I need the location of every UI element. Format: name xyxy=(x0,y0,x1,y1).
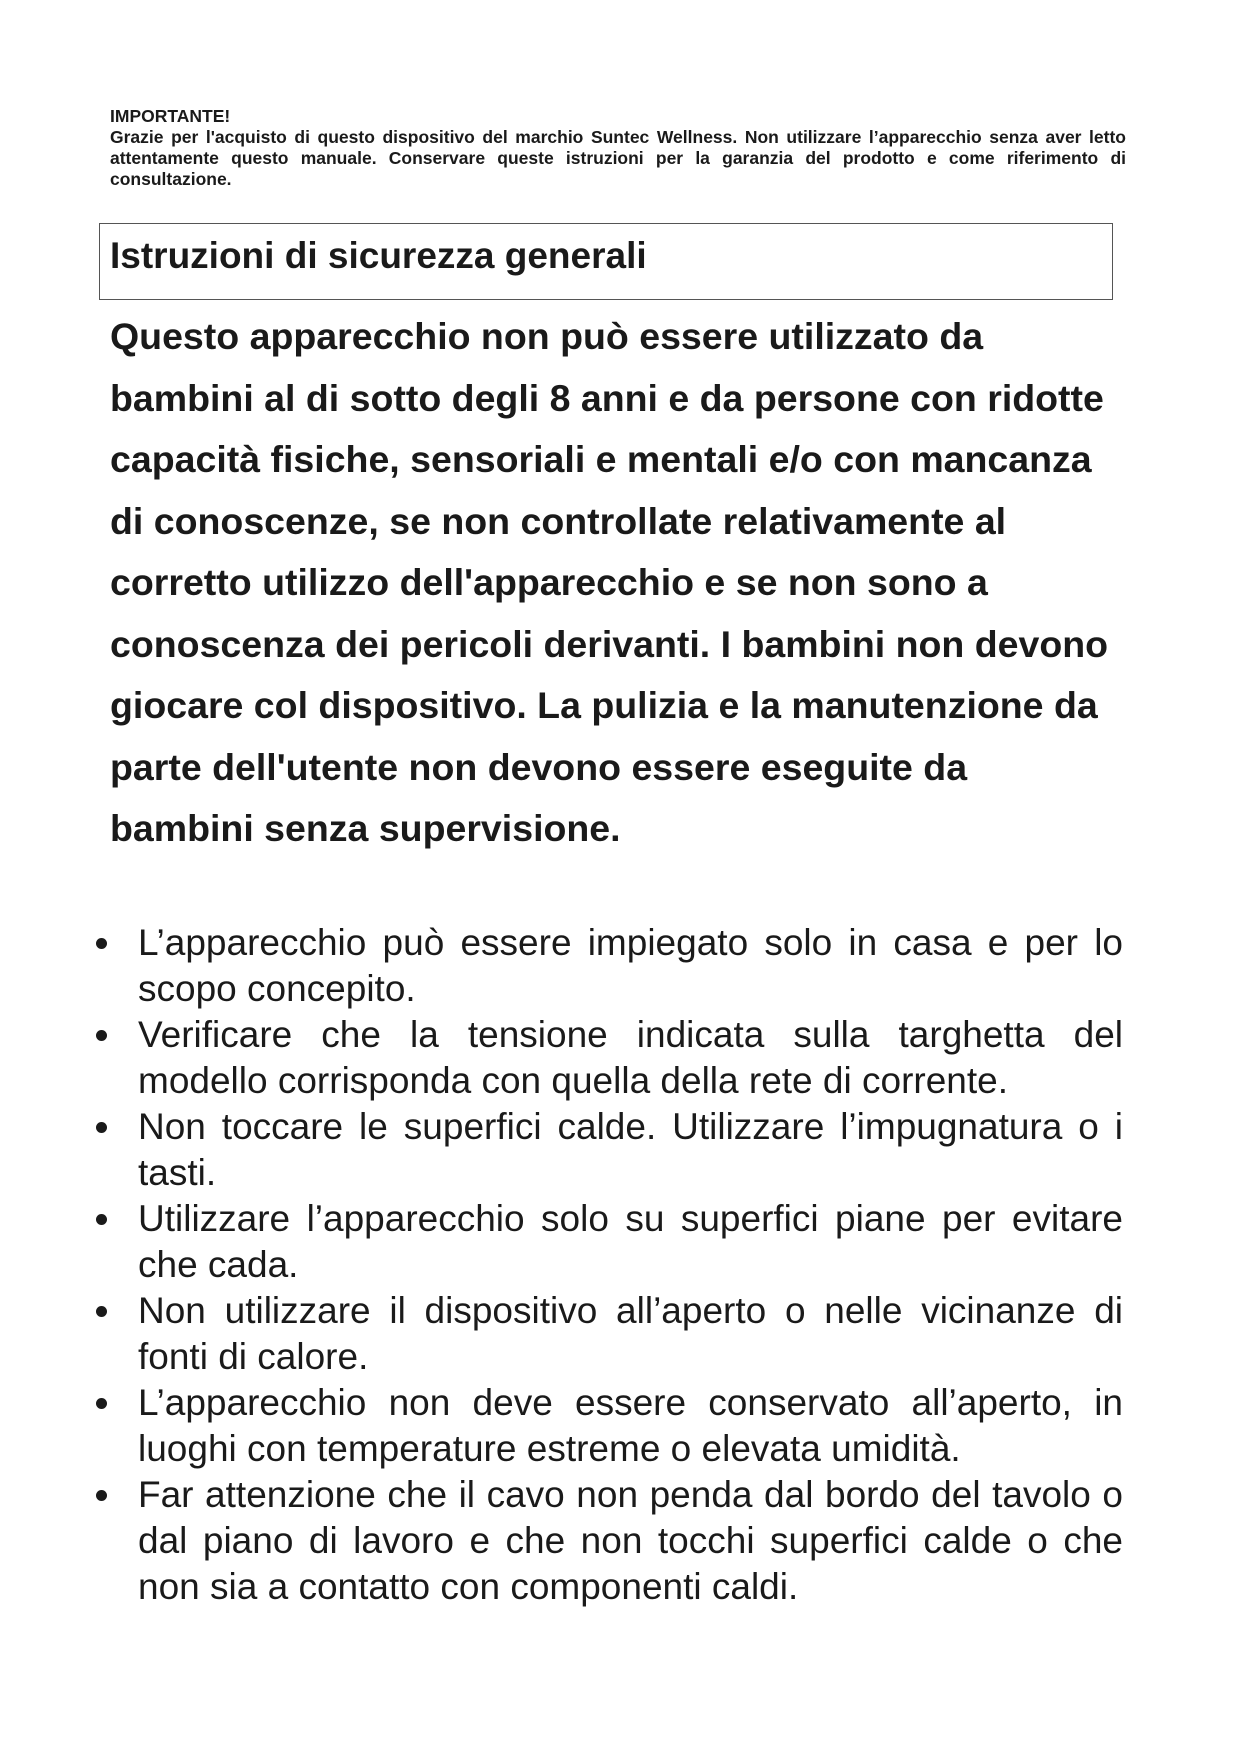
bullet-dot-icon xyxy=(96,1122,107,1133)
safety-bullet-list xyxy=(0,920,1241,1610)
bullet-text: L’apparecchio può essere impiegato solo in casa e per lo scopo concepito. xyxy=(138,922,1123,1009)
bullet-dot-icon xyxy=(96,1490,107,1501)
bullet-text: Utilizzare l’apparecchio solo su superfici piane per evitare che cada. xyxy=(138,1198,1123,1285)
bullet-text: Non toccare le superfici calde. Utilizzare l’impugnatura o i tasti. xyxy=(138,1106,1123,1193)
bullet-item xyxy=(0,1288,1123,1380)
bullet-text: Verificare che la tensione indicata sulla targhetta del modello corrisponda con quella della rete di corrente. xyxy=(138,1014,1123,1101)
intro-body: Grazie per l'acquisto di questo dispositivo del marchio Suntec Wellness. Non utilizzare l’apparecchio senza aver letto attentamente questo manuale. Conservare queste istruzioni per la garanzia del prodotto e come riferimento di consultazione. xyxy=(110,127,1126,189)
bullet-dot-icon xyxy=(96,1398,107,1409)
child-safety-warning: Questo apparecchio non può essere utilizzato da bambini al di sotto degli 8 anni e da persone con ridotte capacità fisiche, sensoriali e mentali e/o con mancanza di conoscenze, se non controllate relativamente al corretto utilizzo dell'apparecchio e se non sono a conoscenza dei pericoli derivanti. I bambini non devono giocare col dispositivo. La pulizia e la manutenzione da parte dell'utente non devono essere eseguite da bambini senza supervisione. xyxy=(110,315,1109,849)
bullet-text: Far attenzione che il cavo non penda dal bordo del tavolo o dal piano di lavoro e che non tocchi superfici calde o che non sia a contatto con componenti caldi. xyxy=(138,1474,1123,1607)
section-title-box xyxy=(99,223,1113,300)
intro-notice xyxy=(110,106,1126,190)
bullet-text: Non utilizzare il dispositivo all’aperto o nelle vicinanze di fonti di calore. xyxy=(138,1290,1123,1377)
bullet-item xyxy=(0,1104,1123,1196)
bullet-text: L’apparecchio non deve essere conservato all’aperto, in luoghi con temperature estreme o elevata umidità. xyxy=(138,1382,1123,1469)
bullet-item xyxy=(0,1472,1123,1610)
intro-heading: IMPORTANTE! xyxy=(110,106,231,126)
section-title: Istruzioni di sicurezza generali xyxy=(110,235,647,276)
bullet-dot-icon xyxy=(96,1306,107,1317)
bullet-dot-icon xyxy=(96,938,107,949)
bullet-item xyxy=(0,1196,1123,1288)
bullet-item xyxy=(0,1380,1123,1472)
bullet-item xyxy=(0,920,1123,1012)
bullet-dot-icon xyxy=(96,1214,107,1225)
bullet-dot-icon xyxy=(96,1030,107,1041)
bullet-item xyxy=(0,1012,1123,1104)
